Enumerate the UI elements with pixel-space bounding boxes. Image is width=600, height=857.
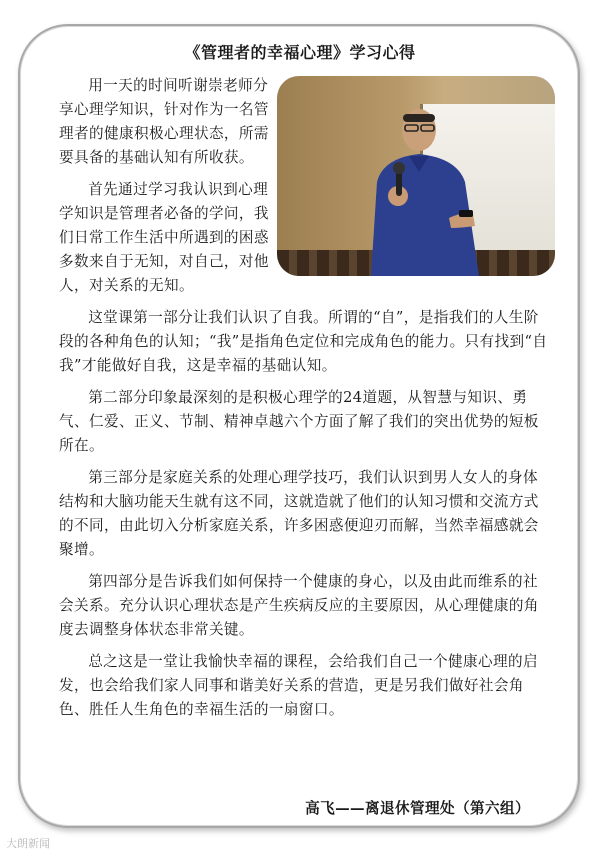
paragraph-6: 第四部分是告诉我们如何保持一个健康的身心，以及由此而维系的社会关系。充分认识心理状态是产生疾病反应的主要原因，从心理健康的角度去调整身体状态非常关键。 bbox=[59, 573, 539, 638]
page-title: 《管理者的幸福心理》学习心得 bbox=[184, 43, 416, 62]
paragraph-7: 总之这是一堂让我愉快幸福的课程，会给我们自己一个健康心理的启发，也会给我们家人同事和谐美好关系的营造，更是另我们做好社会角色、胜任人生角色的幸福生活的一扇窗口。 bbox=[59, 653, 539, 718]
author-signature: 高飞——离退休管理处（第六组） bbox=[305, 800, 530, 817]
paragraph-4: 第二部分印象最深刻的是积极心理学的24道题，从智慧与知识、勇气、仁爱、正义、节制、精神卓越六个方面了解了我们的突出优势的短板所在。 bbox=[59, 389, 539, 454]
article-body bbox=[59, 72, 549, 722]
paragraph-3: 这堂课第一部分让我们认识了自我。所谓的“自”，是指我们的人生阶段的各种角色的认知；“我”是指角色定位和完成角色的能力。只有找到“自我”才能做好自我，这是幸福的基础认知。 bbox=[59, 309, 548, 374]
presenter-photo-icon bbox=[277, 76, 555, 276]
paragraph-5: 第三部分是家庭关系的处理心理学技巧，我们认识到男人女人的身体结构和大脑功能天生就有这不同，这就造就了他们的认知习惯和交流方式的不同，由此切入分析家庭关系，许多困惑便迎刃而解，当然幸福感就会聚增。 bbox=[59, 469, 539, 558]
paragraph-2: 首先通过学习我认识到心理学知识是管理者必备的学问，我们日常工作生活中所遇到的困惑多数来自于无知，对自己，对他人，对关系的无知。 bbox=[59, 181, 269, 294]
paragraph-1: 用一天的时间听谢崇老师分享心理学知识，针对作为一名管理者的健康积极心理状态，所需要具备的基础认知有所收获。 bbox=[59, 77, 269, 166]
watermark: 大朗新闻 bbox=[6, 837, 50, 850]
presenter-figure-icon bbox=[353, 100, 493, 276]
